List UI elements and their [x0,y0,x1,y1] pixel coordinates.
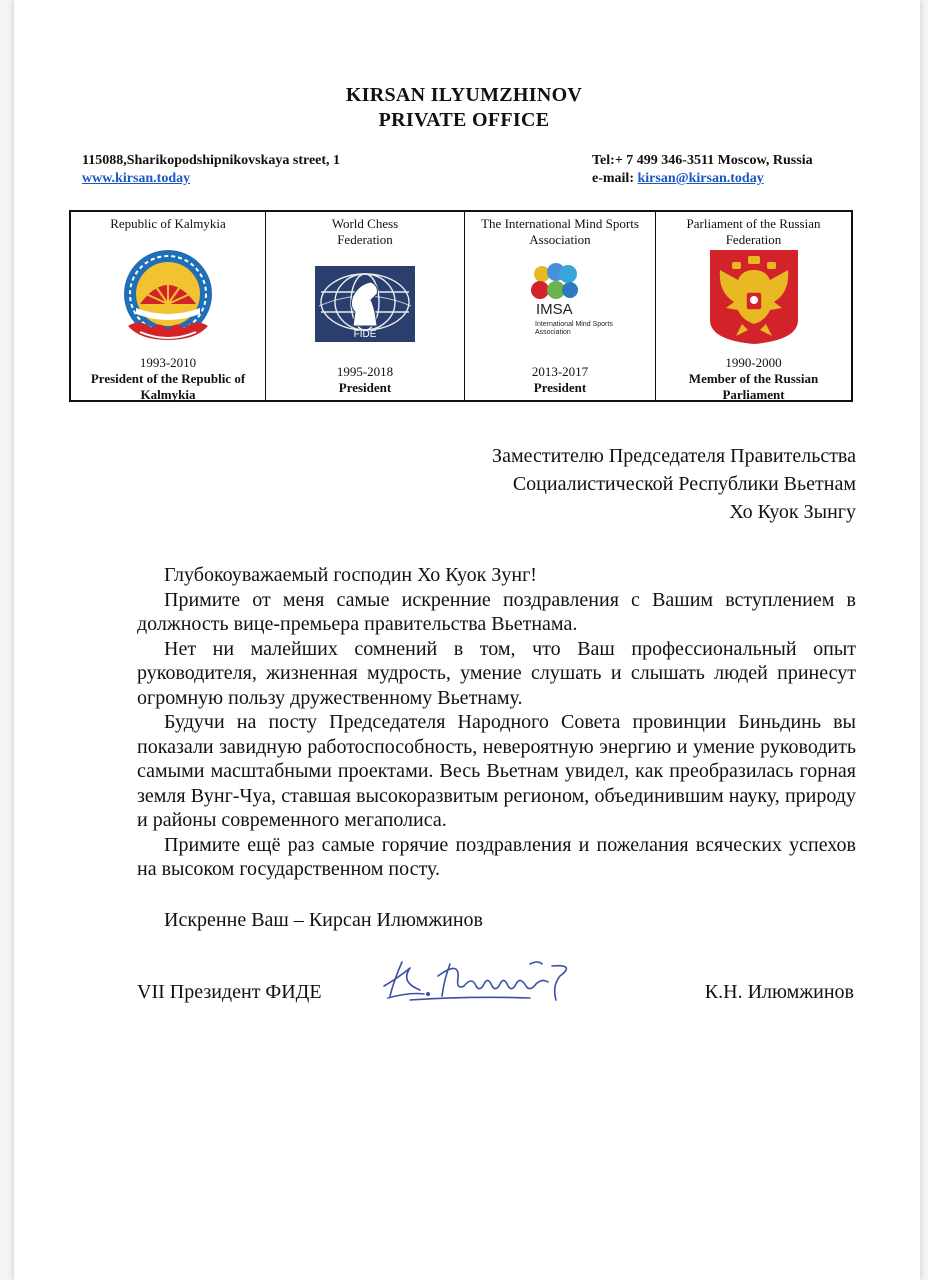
career-role: President of the Republic of Kalmykia [90,371,246,402]
russian-coat-of-arms-icon [656,248,851,346]
letter-paragraph: Будучи на посту Председателя Народного Совета провинции Биньдинь вы показали завидную работоспособность, невероятную энергию и умение руководить самыми масштабными проектами. Весь Вьетнам увидел, как преобразилась горная земля Вунг-Чуа, ставшая высокоразвитым регионом, объединившим науку, природу и районы современного мегаполиса. [137,711,856,831]
career-role: President [338,380,392,395]
letter-paragraph: Примите ещё раз самые горячие поздравления и пожелания всяческих успехов на высоком государственном посту. [137,833,856,880]
career-cell-russia [656,212,851,400]
office-email-line [592,171,764,187]
addressee-line: Хо Куок Зынгу [729,501,856,523]
letter-greeting: Глубокоуважаемый господин Хо Куок Зунг! [164,564,537,586]
career-org: World Chess Federation [331,216,399,247]
letter-paragraph: Примите от меня самые искренние поздравления с Вашим вступлением в должность вице-премьера правительства Вьетнама. [137,588,856,635]
letter-paragraph: Нет ни малейших сомнений в том, что Ваш профессиональный опыт руководителя, жизненная мудрость, умение слушать и слышать людей принесут огромную пользу дружественному Вьетнаму. [137,637,856,709]
fide-logo-icon [266,266,464,342]
letterhead-name: KIRSAN ILYUMZHINOV [345,84,583,106]
career-years: 2013-2017 [531,364,589,379]
career-table [69,210,853,402]
imsa-logo-text: IMSA [536,301,573,318]
addressee-line: Заместителю Председателя Правительства [492,445,856,467]
office-address: 115088,Sharikopodshipnikovskaya street, 1 [82,153,341,168]
letterhead-office: PRIVATE OFFICE [378,109,550,131]
addressee-block [492,442,856,526]
career-cell-fide [266,212,465,400]
letter-closing: Искренне Ваш – Кирсан Илюмжинов [164,909,483,931]
office-phone: Tel:+ 7 499 346-3511 Moscow, Russia [592,153,813,168]
website-link[interactable]: www.kirsan.today [82,171,191,186]
career-years: 1993-2010 [139,355,197,370]
email-link[interactable]: kirsan@kirsan.today [637,171,764,186]
handwritten-signature-icon [380,956,580,1009]
imsa-logo-subtext: International Mind Sports Association [535,321,613,336]
career-years: 1990-2000 [725,355,782,370]
career-cell-kalmykia [71,212,266,400]
career-org: The International Mind Sports Association [481,216,639,247]
career-cell-imsa [465,212,656,400]
career-org: Parliament of the Russian Federation [686,216,821,247]
career-org: Republic of Kalmykia [110,216,226,231]
email-label: e-mail: [592,171,634,186]
career-role: Member of the Russian Parliament [688,371,819,402]
kalmykia-emblem-icon [71,248,265,344]
addressee-line: Социалистической Республики Вьетнам [512,473,856,495]
signature-name: К.Н. Илюмжинов [704,981,854,1003]
signature-title: VII Президент ФИДЕ [137,981,322,1003]
career-years: 1995-2018 [336,364,394,379]
career-role: President [533,380,587,395]
letter-body [137,563,856,882]
fide-logo-text: FIDE [353,329,377,340]
